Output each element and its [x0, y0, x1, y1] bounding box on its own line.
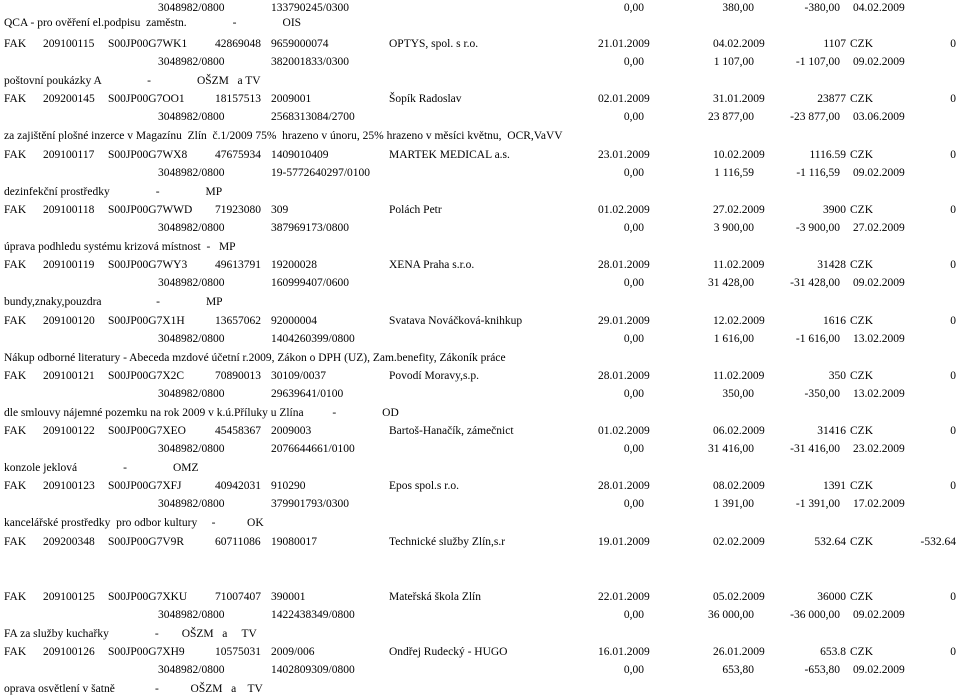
paid-amount: 31 428,00	[708, 277, 754, 289]
due-date: 27.02.2009	[713, 204, 765, 216]
zero-amount: 0,00	[623, 664, 644, 676]
variable-symbol: 133790245/0300	[271, 2, 349, 14]
due-date: 02.02.2009	[713, 536, 765, 548]
doc-code: S00JP00G7XFJ	[108, 480, 182, 492]
issue-date: 29.01.2009	[598, 315, 650, 327]
invoice-row	[0, 478, 960, 494]
payment-row	[0, 275, 960, 291]
doc-code: S00JP00G7WWD	[108, 204, 193, 216]
currency: CZK	[850, 315, 873, 327]
company-id: 18157513	[215, 93, 261, 105]
doc-type: FAK	[4, 591, 27, 603]
invoice-row	[0, 423, 960, 439]
negative-amount: -1 616,00	[795, 333, 840, 345]
invoice-number: 19200028	[271, 259, 317, 271]
description: konzole jeklová - OMZ	[4, 462, 199, 474]
doc-type: FAK	[4, 425, 27, 437]
issue-date: 28.01.2009	[598, 259, 650, 271]
supplier-name: Povodí Moravy,s.p.	[389, 370, 479, 382]
variable-symbol: 19-5772640297/0100	[271, 167, 371, 179]
doc-code: S00JP00G7OO1	[108, 93, 185, 105]
payment-row	[0, 54, 960, 70]
invoice-amount: 532.64	[814, 536, 846, 548]
payment-row	[0, 441, 960, 457]
doc-type: FAK	[4, 480, 27, 492]
invoice-amount: 1391	[823, 480, 846, 492]
description-row	[0, 184, 960, 200]
account: 3048982/0800	[158, 167, 225, 179]
payment-row	[0, 496, 960, 512]
due-date: 11.02.2009	[713, 370, 765, 382]
supplier-name: XENA Praha s.r.o.	[389, 259, 475, 271]
doc-code: S00JP00G7X2C	[108, 370, 185, 382]
negative-amount: -3 900,00	[795, 222, 840, 234]
invoice-amount: 3900	[823, 204, 846, 216]
description-row	[0, 626, 960, 642]
account: 3048982/0800	[158, 443, 225, 455]
doc-type: FAK	[4, 315, 27, 327]
invoice-row	[0, 257, 960, 273]
invoice-row	[0, 589, 960, 605]
description: bundy,znaky,pouzdra - MP	[4, 296, 223, 308]
zero-amount: 0,00	[623, 222, 644, 234]
paid-amount: 31 416,00	[708, 443, 754, 455]
invoice-number: 390001	[271, 591, 306, 603]
account: 3048982/0800	[158, 664, 225, 676]
issue-date: 28.01.2009	[598, 370, 650, 382]
paid-amount: 23 877,00	[708, 111, 754, 123]
negative-amount: -1 107,00	[795, 56, 840, 68]
currency: CZK	[850, 149, 873, 161]
doc-number: 209100120	[43, 315, 95, 327]
payment-date: 03.06.2009	[853, 111, 905, 123]
negative-amount: -31 416,00	[790, 443, 840, 455]
invoice-number: 92000004	[271, 315, 317, 327]
payment-row	[0, 331, 960, 347]
doc-number: 209100123	[43, 480, 95, 492]
doc-code: S00JP00G7X1H	[108, 315, 185, 327]
remaining-amount: 0	[950, 204, 956, 216]
remaining-amount: 0	[950, 149, 956, 161]
supplier-name: Šopík Radoslav	[389, 93, 462, 105]
remaining-amount: 0	[950, 370, 956, 382]
invoice-number: 309	[271, 204, 289, 216]
remaining-amount: 0	[950, 93, 956, 105]
variable-symbol: 387969173/0800	[271, 222, 349, 234]
zero-amount: 0,00	[623, 443, 644, 455]
invoice-number: 2009/006	[271, 646, 315, 658]
doc-number: 209200348	[43, 536, 95, 548]
supplier-name: Bartoš-Hanačík, zámečnict	[389, 425, 514, 437]
issue-date: 01.02.2009	[598, 425, 650, 437]
payment-row	[0, 607, 960, 623]
paid-amount: 350,00	[722, 388, 754, 400]
invoice-number: 30109/0037	[271, 370, 326, 382]
paid-amount: 1 107,00	[713, 56, 754, 68]
due-date: 06.02.2009	[713, 425, 765, 437]
due-date: 08.02.2009	[713, 480, 765, 492]
company-id: 42869048	[215, 38, 261, 50]
description: dezinfekční prostředky - MP	[4, 186, 223, 198]
payment-date: 09.02.2009	[853, 277, 905, 289]
zero-amount: 0,00	[623, 498, 644, 510]
currency: CZK	[850, 204, 873, 216]
description: poštovní poukázky A - OŠZM a TV	[4, 75, 261, 87]
description: QCA - pro ověření el.podpisu zaměstn. - OIS	[4, 17, 302, 29]
description-row	[0, 73, 960, 89]
doc-code: S00JP00G7XKU	[108, 591, 188, 603]
payment-date: 13.02.2009	[853, 333, 905, 345]
company-id: 71923080	[215, 204, 261, 216]
issue-date: 16.01.2009	[598, 646, 650, 658]
invoice-number: 19080017	[271, 536, 317, 548]
zero-amount: 0,00	[623, 56, 644, 68]
doc-number: 209100117	[43, 149, 95, 161]
company-id: 47675934	[215, 149, 261, 161]
top-detail-row	[0, 0, 960, 16]
supplier-name: Ondřej Rudecký - HUGO	[389, 646, 508, 658]
issue-date: 22.01.2009	[598, 591, 650, 603]
variable-symbol: 2568313084/2700	[271, 111, 355, 123]
supplier-name: Svatava Nováčková-knihkup	[389, 315, 523, 327]
issue-date: 21.01.2009	[598, 38, 650, 50]
invoice-number: 9659000074	[271, 38, 329, 50]
currency: CZK	[850, 370, 873, 382]
doc-type: FAK	[4, 38, 27, 50]
top-description-row	[0, 15, 960, 31]
currency: CZK	[850, 591, 873, 603]
doc-code: S00JP00G7WY3	[108, 259, 188, 271]
variable-symbol: 382001833/0300	[271, 56, 349, 68]
payment-date: 09.02.2009	[853, 167, 905, 179]
invoice-amount: 31416	[817, 425, 846, 437]
paid-amount: 36 000,00	[708, 609, 754, 621]
issue-date: 02.01.2009	[598, 93, 650, 105]
issue-date: 23.01.2009	[598, 149, 650, 161]
negative-amount: -23 877,00	[790, 111, 840, 123]
due-date: 12.02.2009	[713, 315, 765, 327]
negative-amount: -1 116,59	[796, 167, 840, 179]
doc-type: FAK	[4, 204, 27, 216]
payment-row	[0, 109, 960, 125]
zero-amount: 0,00	[623, 111, 644, 123]
zero-amount: 0,00	[623, 2, 644, 14]
remaining-amount: 0	[950, 591, 956, 603]
payment-date: 13.02.2009	[853, 388, 905, 400]
description-row	[0, 294, 960, 310]
payment-date: 23.02.2009	[853, 443, 905, 455]
doc-number: 209100125	[43, 591, 95, 603]
company-id: 71007407	[215, 591, 261, 603]
zero-amount: 0,00	[623, 277, 644, 289]
invoice-amount: 31428	[817, 259, 846, 271]
variable-symbol: 1402809309/0800	[271, 664, 355, 676]
negative-amount: -1 391,00	[795, 498, 840, 510]
paid-amount: 380,00	[722, 2, 754, 14]
doc-type: FAK	[4, 259, 27, 271]
due-date: 04.02.2009	[713, 38, 765, 50]
negative-amount: -31 428,00	[790, 277, 840, 289]
supplier-name: Mateřská škola Zlín	[389, 591, 481, 603]
zero-amount: 0,00	[623, 609, 644, 621]
doc-number: 209100119	[43, 259, 95, 271]
payment-date: 09.02.2009	[853, 609, 905, 621]
due-date: 05.02.2009	[713, 591, 765, 603]
description: dle smlouvy nájemné pozemku na rok 2009 v k.ú.Příluky u Zlína - OD	[4, 407, 399, 419]
invoice-row	[0, 202, 960, 218]
remaining-amount: 0	[950, 315, 956, 327]
description: za zajištění plošné inzerce v Magazínu Zlín č.1/2009 75% hrazeno v únoru, 25% hrazeno v měsíci květnu, OCR,VaVV	[4, 130, 563, 142]
payment-date: 27.02.2009	[853, 222, 905, 234]
payment-date: 09.02.2009	[853, 664, 905, 676]
invoice-number: 910290	[271, 480, 306, 492]
invoice-amount: 1107	[823, 38, 846, 50]
invoice-row	[0, 313, 960, 329]
invoice-number: 2009001	[271, 93, 312, 105]
account: 3048982/0800	[158, 388, 225, 400]
description-row	[0, 350, 960, 366]
doc-number: 209100118	[43, 204, 95, 216]
remaining-amount: 0	[950, 425, 956, 437]
description-row	[0, 239, 960, 255]
payment-date: 17.02.2009	[853, 498, 905, 510]
invoice-amount: 23877	[817, 93, 846, 105]
variable-symbol: 29639641/0100	[271, 388, 344, 400]
paid-amount: 653,80	[722, 664, 754, 676]
doc-type: FAK	[4, 646, 27, 658]
zero-amount: 0,00	[623, 333, 644, 345]
currency: CZK	[850, 536, 873, 548]
company-id: 10575031	[215, 646, 261, 658]
company-id: 70890013	[215, 370, 261, 382]
invoice-amount: 1616	[823, 315, 846, 327]
doc-code: S00JP00G7XEO	[108, 425, 186, 437]
paid-amount: 1 391,00	[713, 498, 754, 510]
negative-amount: -380,00	[804, 2, 840, 14]
doc-type: FAK	[4, 370, 27, 382]
supplier-name: Epos spol.s r.o.	[389, 480, 459, 492]
supplier-name: Polách Petr	[389, 204, 442, 216]
invoice-row	[0, 91, 960, 107]
issue-date: 19.01.2009	[598, 536, 650, 548]
account: 3048982/0800	[158, 111, 225, 123]
zero-amount: 0,00	[623, 167, 644, 179]
description-row	[0, 460, 960, 476]
doc-code: S00JP00G7XH9	[108, 646, 185, 658]
company-id: 49613791	[215, 259, 261, 271]
description-row	[0, 515, 960, 531]
variable-symbol: 160999407/0600	[271, 277, 349, 289]
supplier-name: MARTEK MEDICAL a.s.	[389, 149, 510, 161]
invoice-number: 2009003	[271, 425, 312, 437]
doc-number: 209100121	[43, 370, 95, 382]
paid-amount: 1 116,59	[714, 167, 754, 179]
company-id: 40942031	[215, 480, 261, 492]
currency: CZK	[850, 259, 873, 271]
invoice-amount: 36000	[817, 591, 846, 603]
payment-date: 09.02.2009	[853, 56, 905, 68]
invoice-row	[0, 368, 960, 384]
currency: CZK	[850, 93, 873, 105]
doc-number: 209200145	[43, 93, 95, 105]
invoice-row	[0, 36, 960, 52]
doc-code: S00JP00G7WK1	[108, 38, 188, 50]
doc-number: 209100126	[43, 646, 95, 658]
doc-code: S00JP00G7WX8	[108, 149, 188, 161]
payment-row	[0, 220, 960, 236]
variable-symbol: 1404260399/0800	[271, 333, 355, 345]
issue-date: 01.02.2009	[598, 204, 650, 216]
doc-type: FAK	[4, 93, 27, 105]
due-date: 11.02.2009	[713, 259, 765, 271]
zero-amount: 0,00	[623, 388, 644, 400]
remaining-amount: 0	[950, 259, 956, 271]
company-id: 45458367	[215, 425, 261, 437]
description: Nákup odborné literatury - Abeceda mzdové účetní r.2009, Zákon o DPH (UZ), Zam.benefity, Zákoník práce	[4, 352, 506, 364]
description-row	[0, 405, 960, 421]
supplier-name: OPTYS, spol. s r.o.	[389, 38, 479, 50]
remaining-amount: 0	[950, 480, 956, 492]
doc-number: 209100115	[43, 38, 95, 50]
doc-number: 209100122	[43, 425, 95, 437]
currency: CZK	[850, 646, 873, 658]
description: FA za služby kuchařky - OŠZM a TV	[4, 628, 257, 640]
payment-row	[0, 662, 960, 678]
account: 3048982/0800	[158, 333, 225, 345]
payment-date: 04.02.2009	[853, 2, 905, 14]
company-id: 60711086	[215, 536, 261, 548]
currency: CZK	[850, 38, 873, 50]
remaining-amount: 0	[950, 646, 956, 658]
description: úprava podhledu systému krizová místnost - MP	[4, 241, 236, 253]
variable-symbol: 2076644661/0100	[271, 443, 355, 455]
variable-symbol: 1422438349/0800	[271, 609, 355, 621]
currency: CZK	[850, 480, 873, 492]
due-date: 26.01.2009	[713, 646, 765, 658]
account: 3048982/0800	[158, 277, 225, 289]
supplier-name: Technické služby Zlín,s.r	[389, 536, 506, 548]
remaining-amount: -532.64	[920, 536, 956, 548]
doc-type: FAK	[4, 536, 27, 548]
invoice-amount: 350	[828, 370, 846, 382]
currency: CZK	[850, 425, 873, 437]
invoice-row	[0, 147, 960, 163]
remaining-amount: 0	[950, 38, 956, 50]
account: 3048982/0800	[158, 222, 225, 234]
description-row	[0, 128, 960, 144]
account: 3048982/0800	[158, 2, 225, 14]
company-id: 13657062	[215, 315, 261, 327]
paid-amount: 1 616,00	[713, 333, 754, 345]
issue-date: 28.01.2009	[598, 480, 650, 492]
invoice-amount: 1116.59	[809, 149, 846, 161]
description: oprava osvětlení v šatně - OŠZM a TV	[4, 683, 263, 695]
doc-code: S00JP00G7V9R	[108, 536, 185, 548]
account: 3048982/0800	[158, 609, 225, 621]
due-date: 10.02.2009	[713, 149, 765, 161]
negative-amount: -350,00	[804, 388, 840, 400]
account: 3048982/0800	[158, 498, 225, 510]
invoice-row	[0, 644, 960, 660]
payment-row	[0, 165, 960, 181]
doc-type: FAK	[4, 149, 27, 161]
due-date: 31.01.2009	[713, 93, 765, 105]
invoice-number: 1409010409	[271, 149, 329, 161]
invoice-row	[0, 534, 960, 550]
negative-amount: -36 000,00	[790, 609, 840, 621]
paid-amount: 3 900,00	[713, 222, 754, 234]
description: kancelářské prostředky pro odbor kultury - OK	[4, 517, 264, 529]
account: 3048982/0800	[158, 56, 225, 68]
payment-row	[0, 386, 960, 402]
description-row	[0, 681, 960, 697]
negative-amount: -653,80	[804, 664, 840, 676]
invoice-amount: 653.8	[820, 646, 846, 658]
variable-symbol: 379901793/0300	[271, 498, 349, 510]
